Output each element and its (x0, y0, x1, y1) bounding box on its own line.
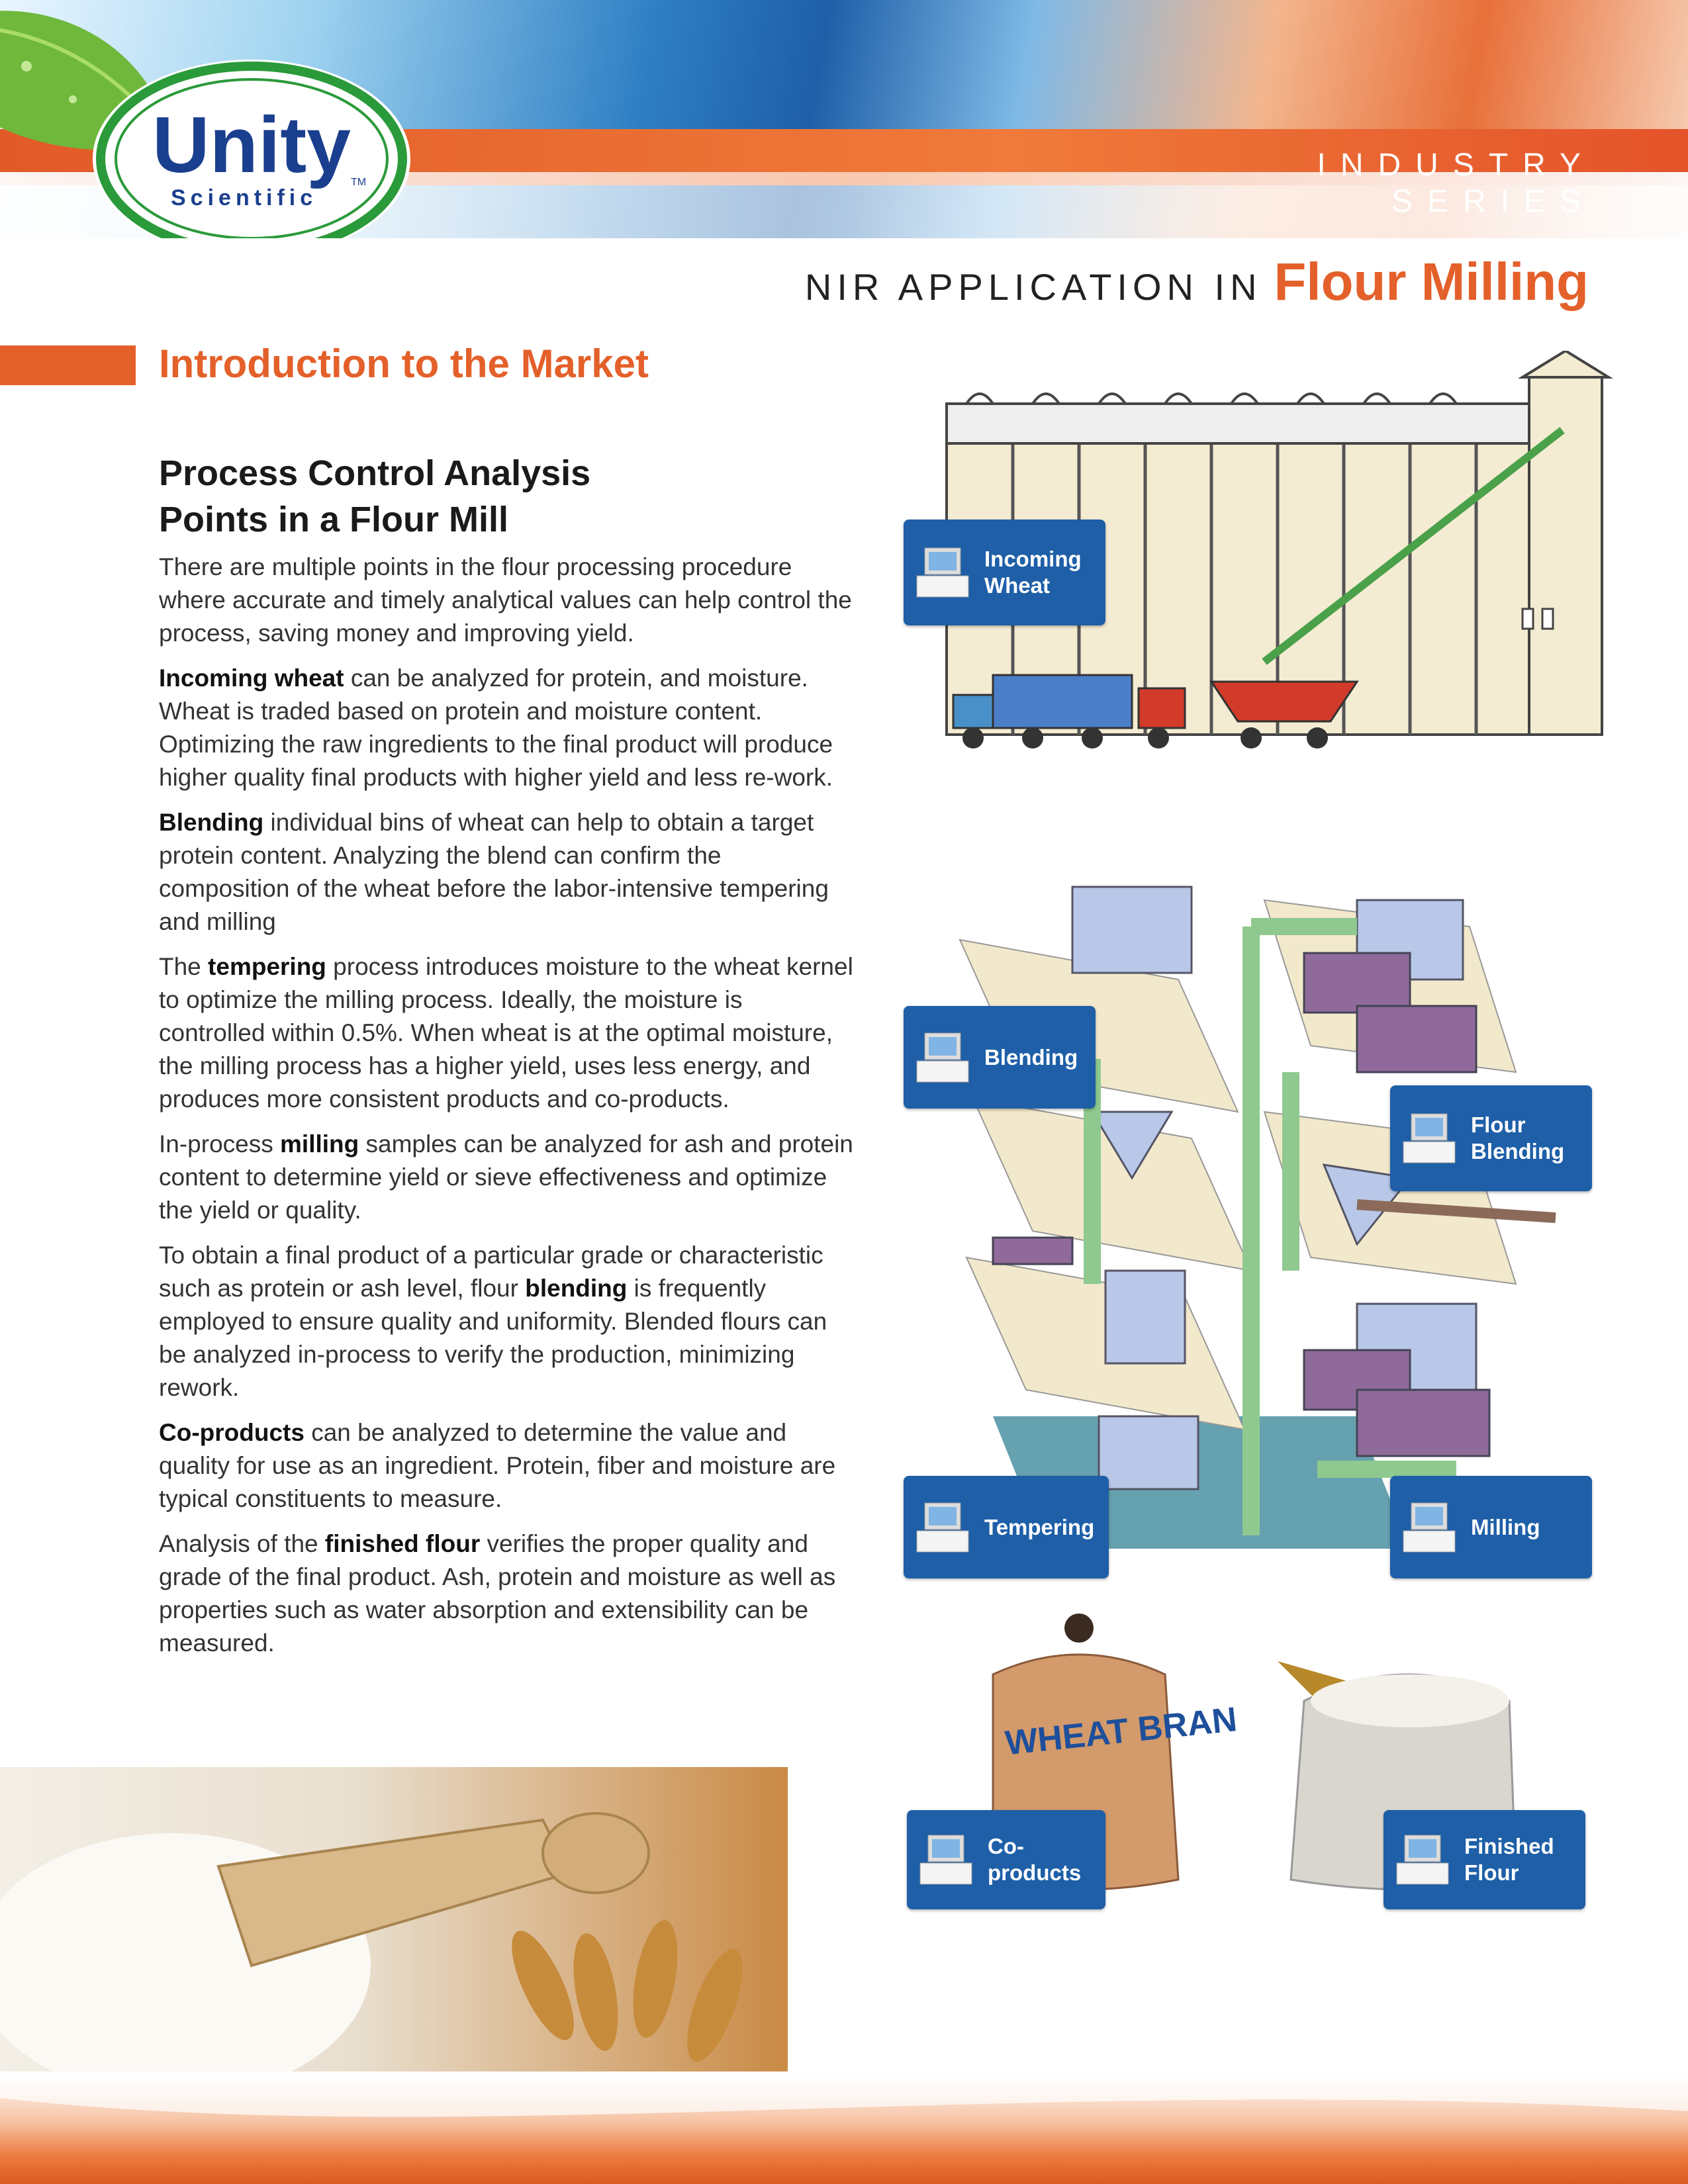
paragraph-coproducts (159, 1416, 854, 1516)
series-label: INDUSTRY SERIES (1317, 148, 1595, 219)
paragraph-milling (159, 1128, 854, 1227)
paragraph-incoming (159, 662, 854, 794)
p6-pre: To obtain a final product of a particular grade or characteristic such as protein or ash level, flour (159, 1242, 823, 1302)
p5-text: samples can be analyzed for ash and protein content to determine yield or sieve effectiveness and optimize the yield or quality. (159, 1130, 853, 1224)
p7-text: can be analyzed to determine the value and quality for use as an ingredient. Protein, fiber and moisture are typical constituents to measure. (159, 1419, 836, 1512)
p2-text: can be analyzed for protein, and moisture. Wheat is traded based on protein and moisture content. Optimizing the raw ingredients to the final product will produce higher quality final products with higher yield and less re-work. (159, 664, 833, 791)
section-title: Introduction to the Market (159, 341, 649, 386)
footer-wave (0, 2071, 1688, 2184)
nir-analyzer-icon (913, 1498, 972, 1557)
callout-blending (904, 1006, 1096, 1109)
p2-bold: Incoming wheat (159, 664, 344, 692)
logo-word: Unity (152, 101, 351, 189)
p5-pre: In-process (159, 1130, 281, 1158)
p3-bold: Blending (159, 809, 264, 836)
nir-analyzer-icon (1393, 1830, 1452, 1889)
callout-finished-l2: Flour (1464, 1860, 1519, 1885)
p8-pre: Analysis of the (159, 1530, 325, 1557)
callout-incoming-l1: Incoming (984, 547, 1082, 571)
callout-coproducts (907, 1810, 1105, 1909)
content-title-line1: Process Control Analysis (159, 453, 591, 493)
p5-bold: milling (280, 1130, 359, 1158)
subtitle-prefix: NIR APPLICATION IN (804, 266, 1262, 308)
paragraph-blending (159, 806, 854, 938)
p8-text: verifies the proper quality and grade of the final product. Ash, protein and moisture as well as properties such as water absorption and extensibility can be measured. (159, 1530, 836, 1657)
flour-scoop-wheat-photo (0, 1767, 788, 2085)
p1-text: There are multiple points in the flour processing procedure where accurate and timely analytical values can help control the process, saving money and improving yield. (159, 553, 852, 647)
content-title (159, 450, 887, 543)
p4-pre: The (159, 953, 209, 980)
nir-analyzer-icon (916, 1830, 976, 1889)
section-accent-bar (0, 345, 136, 385)
p3-text: individual bins of wheat can help to obtain a target protein content. Analyzing the blend can confirm the composition of the wheat before the labor-intensive tempering and milling (159, 809, 829, 935)
nir-analyzer-icon (1399, 1498, 1459, 1557)
callout-milling (1390, 1476, 1592, 1578)
body-text (159, 551, 854, 1672)
callout-incoming-l2: Wheat (984, 573, 1050, 598)
callout-flour-blending-l1: Flour (1471, 1113, 1526, 1137)
page-subtitle (728, 251, 1589, 312)
p7-bold: Co-products (159, 1419, 305, 1446)
callout-blending-label: Blending (984, 1044, 1078, 1069)
logo-sub: Scientific (171, 185, 318, 210)
p8-bold: finished flour (324, 1530, 481, 1557)
callout-tempering (904, 1476, 1109, 1578)
bag-label: WHEAT BRAN (1003, 1700, 1239, 1763)
paragraph-intro (159, 551, 854, 650)
content-title-line2: Points in a Flour Mill (159, 500, 509, 539)
callout-tempering-label: Tempering (984, 1514, 1095, 1539)
unity-scientific-logo (86, 50, 417, 238)
p4-text: process introduces moisture to the wheat kernel to optimize the milling process. Ideally, the moisture is controlled within 0.5%. When wheat is at the optimal moisture, the milling process has a higher yield, uses less energy, and produces more consistent products and co-products. (159, 953, 853, 1113)
p4-bold: tempering (208, 953, 326, 980)
callout-finished-flour (1383, 1810, 1585, 1909)
nir-analyzer-icon (1399, 1109, 1459, 1168)
logo-tm: TM (351, 177, 367, 188)
callout-flour-blending-l2: Blending (1471, 1139, 1565, 1163)
callout-incoming-wheat (904, 520, 1105, 625)
callout-coproducts-label: Co-products (988, 1834, 1082, 1885)
callout-flour-blending (1390, 1085, 1592, 1191)
p6-text: is frequently employed to ensure quality and uniformity. Blended flours can be analyzed in-process to verify the production, minimizing rework. (159, 1275, 827, 1401)
nir-analyzer-icon (913, 1028, 972, 1087)
p6-bold: blending (525, 1275, 628, 1302)
paragraph-tempering (159, 950, 854, 1116)
header-banner (0, 0, 1688, 238)
paragraph-finished-flour (159, 1527, 854, 1660)
callout-milling-label: Milling (1471, 1514, 1540, 1539)
footer-banner (0, 2071, 1688, 2184)
nir-analyzer-icon (913, 543, 972, 602)
callout-finished-l1: Finished (1464, 1834, 1554, 1858)
paragraph-flour-blending (159, 1239, 854, 1404)
subtitle-emphasis: Flour Milling (1274, 252, 1589, 311)
